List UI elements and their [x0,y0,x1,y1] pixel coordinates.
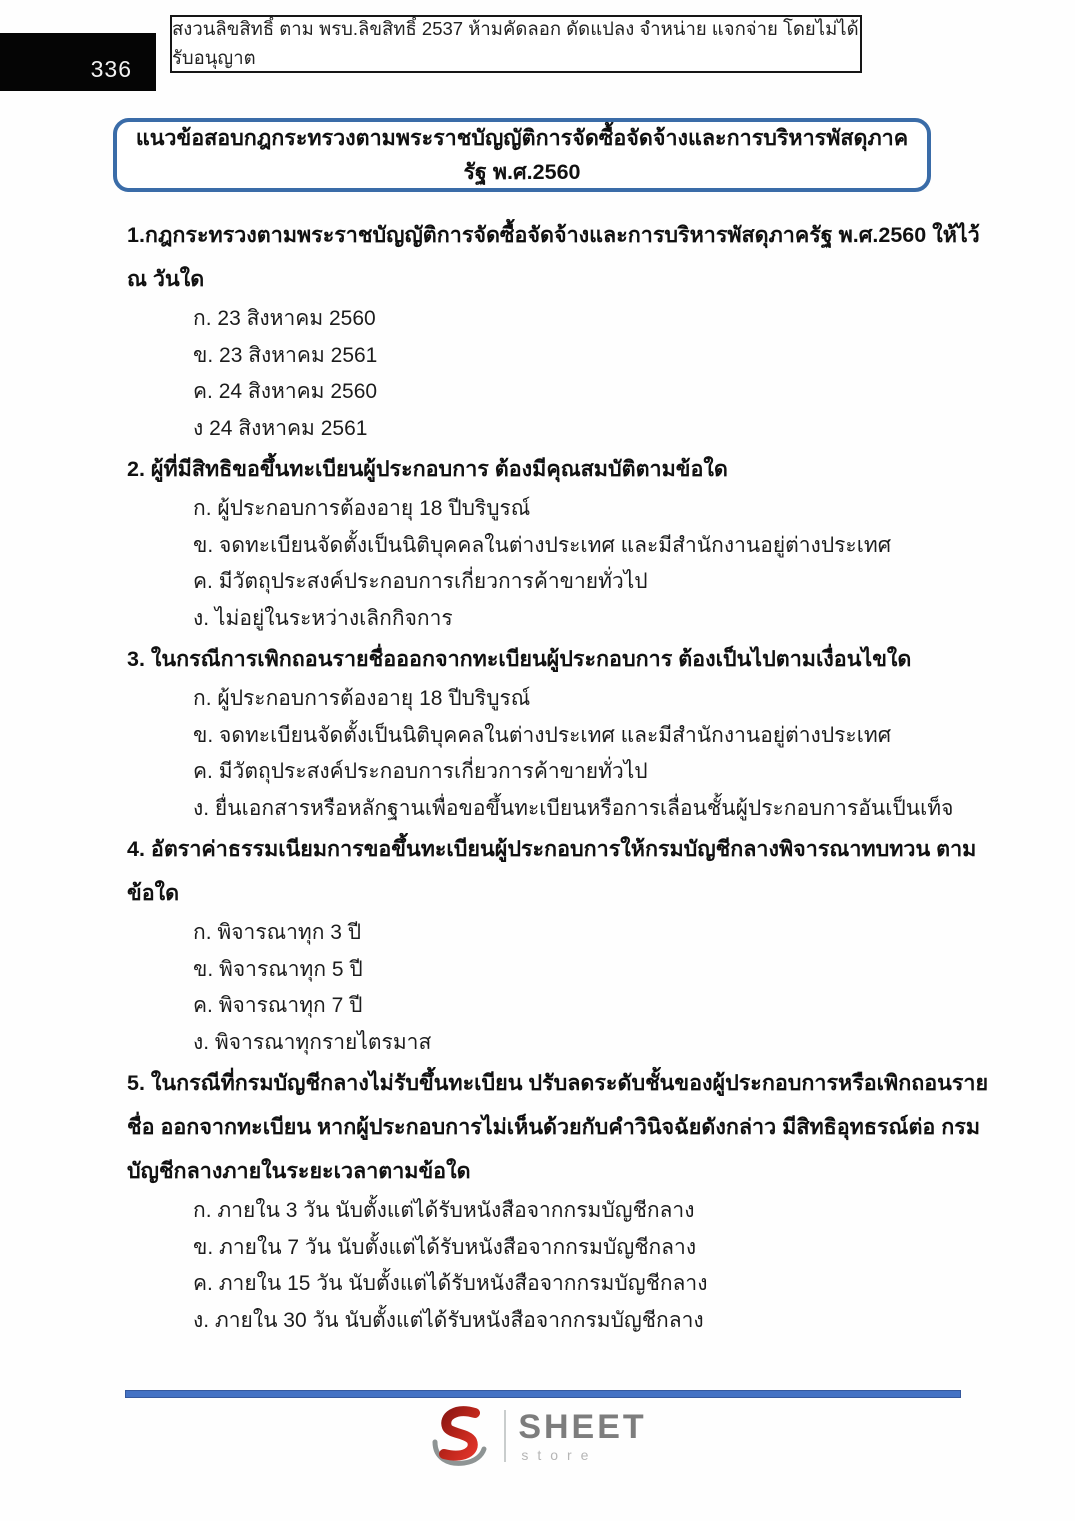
question-3 [127,637,999,827]
option-item: ค. ภายใน 15 วัน นับตั้งแต่ได้รับหนังสือจากกรมบัญชีกลาง [193,1272,708,1295]
question-4 [127,827,999,1061]
option-item: ง. ยื่นเอกสารหรือหลักฐานเพื่อขอขึ้นทะเบียนหรือการเลื่อนชั้นผู้ประกอบการอันเป็นเท็จ [193,796,954,820]
option-item: ค. พิจารณาทุก 7 ปี [193,994,363,1017]
question-list [127,213,999,1339]
option-item: ค. มีวัตถุประสงค์ประกอบการเกี่ยวการค้าขายทั่วไป [193,570,648,593]
page-number: 336 [90,56,132,82]
question-text: 2. ผู้ที่มีสิทธิขอขึ้นทะเบียนผู้ประกอบการ ต้องมีคุณสมบัติตามข้อใด [127,457,728,481]
option-item: ก. 23 สิงหาคม 2560 [193,307,376,330]
sheet-store-logo [0,1404,1075,1468]
option-item: ข. จดทะเบียนจัดตั้งเป็นนิติบุคคลในต่างประเทศ และมีสำนักงานอยู่ต่างประเทศ [193,533,892,557]
question-5 [127,1061,999,1339]
footer-divider-line [125,1390,961,1398]
question-text: 3. ในกรณีการเพิกถอนรายชื่อออกจากทะเบียนผู้ประกอบการ ต้องเป็นไปตามเงื่อนไขใด [127,647,912,671]
copyright-notice: สงวนลิขสิทธิ์ ตาม พรบ.ลิขสิทธิ์ 2537 ห้ามคัดลอก ดัดแปลง จำหน่าย แจกจ่าย โดยไม่ได้รับอนุญาต [172,18,859,68]
question-text: 5. ในกรณีที่กรมบัญชีกลางไม่รับขึ้นทะเบียน ปรับลดระดับชั้นของผู้ประกอบการหรือเพิกถอนรายชื่อ ออกจากทะเบียน หากผู้ประกอบการไม่เห็นด้วยกับคำวินิจฉัยดังกล่าว มีสิทธิอุทธรณ์ต่อ กรมบัญชีกลางภายในระยะเวลาตามข้อใด [127,1071,989,1183]
logo-divider [504,1410,506,1462]
option-item: ง. ภายใน 30 วัน นับตั้งแต่ได้รับหนังสือจากกรมบัญชีกลาง [193,1308,704,1332]
option-item: ข. พิจารณาทุก 5 ปี [193,957,363,981]
option-item: ค. 24 สิงหาคม 2560 [193,380,378,403]
page-number-box [0,33,156,91]
option-item: ก. ภายใน 3 วัน นับตั้งแต่ได้รับหนังสือจากกรมบัญชีกลาง [193,1199,695,1222]
sheet-store-s-icon [428,1404,492,1468]
question-text: 4. อัตราค่าธรรมเนียมการขอขึ้นทะเบียนผู้ประกอบการให้กรมบัญชีกลางพิจารณาทบทวน ตามข้อใด [127,837,977,905]
logo-text: SHEET [518,1408,647,1446]
option-item: ง 24 สิงหาคม 2561 [193,416,368,440]
logo-wordmark [518,1410,646,1462]
option-item: ข. จดทะเบียนจัดตั้งเป็นนิติบุคคลในต่างประเทศ และมีสำนักงานอยู่ต่างประเทศ [193,723,892,747]
document-title-box [113,118,931,192]
option-item: ก. พิจารณาทุก 3 ปี [193,921,362,944]
question-1 [127,213,999,447]
option-item: ค. มีวัตถุประสงค์ประกอบการเกี่ยวการค้าขายทั่วไป [193,760,648,783]
option-item: ก. ผู้ประกอบการต้องอายุ 18 ปีบริบูรณ์ [193,497,531,520]
document-title: แนวข้อสอบกฎกระทรวงตามพระราชบัญญัติการจัดซื้อจัดจ้างและการบริหารพัสดุภาครัฐ พ.ศ.2560 [135,126,909,184]
question-2 [127,447,999,637]
option-item: ง. ไม่อยู่ในระหว่างเลิกกิจการ [193,606,453,630]
copyright-notice-box [170,15,862,73]
option-item: ข. 23 สิงหาคม 2561 [193,343,378,367]
option-item: ข. ภายใน 7 วัน นับตั้งแต่ได้รับหนังสือจากกรมบัญชีกลาง [193,1235,697,1259]
option-item: ง. พิจารณาทุกรายไตรมาส [193,1030,432,1054]
option-item: ก. ผู้ประกอบการต้องอายุ 18 ปีบริบูรณ์ [193,687,531,710]
question-text: 1.กฎกระทรวงตามพระราชบัญญัติการจัดซื้อจัดจ้างและการบริหารพัสดุภาครัฐ พ.ศ.2560 ให้ไว้ ณ วันใด [127,223,980,291]
logo-subtext: store [521,1447,598,1463]
